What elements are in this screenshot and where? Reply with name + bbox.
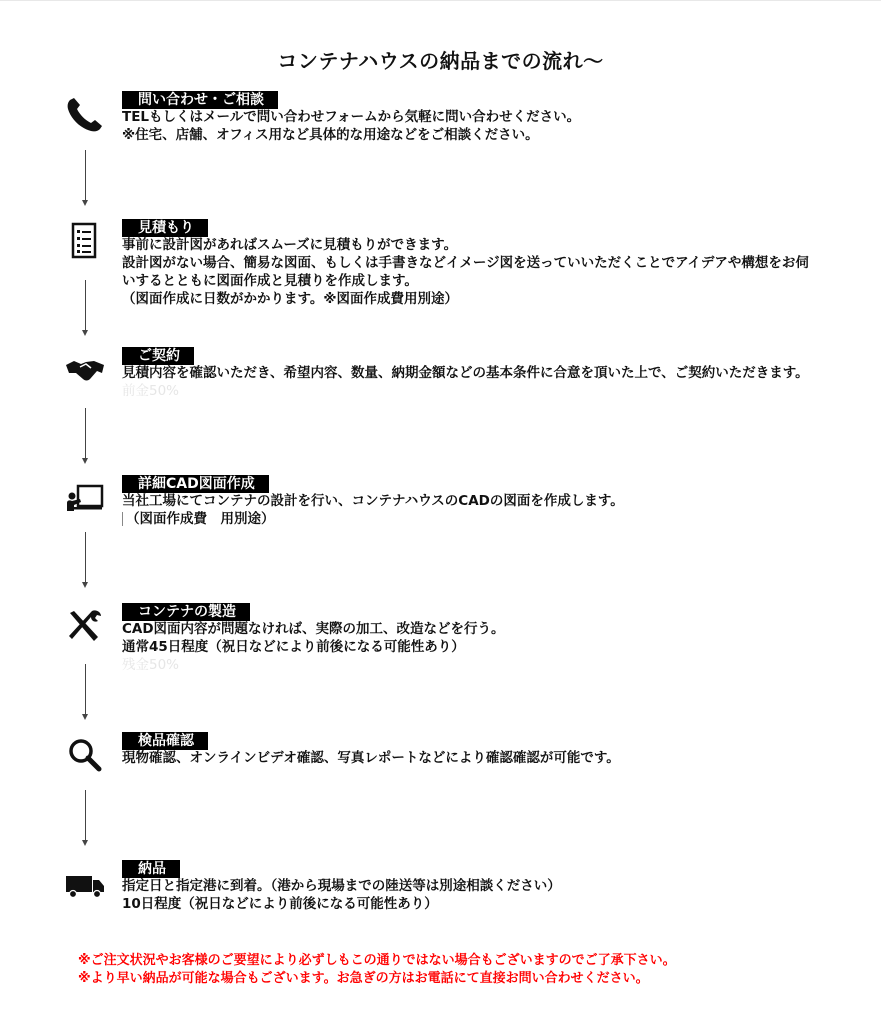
notice-line: ※より早い納品が可能な場合もございます。お急ぎの方はお電話にて直接お問い合わせください。 bbox=[78, 971, 649, 986]
step-label: 検品確認 bbox=[122, 732, 208, 750]
truck-icon bbox=[64, 866, 106, 906]
phone-icon bbox=[64, 95, 106, 135]
handshake-icon bbox=[64, 351, 106, 391]
presentation-icon bbox=[64, 479, 106, 519]
step-description: TELもしくはメールで問い合わせフォームから気軽に問い合わせください。 ※住宅、店舗、オフィス用など具体的な用途などをご相談ください。 bbox=[122, 109, 581, 143]
step-description: 現物確認、オンラインビデオ確認、写真レポートなどにより確認確認が可能です。 bbox=[122, 750, 620, 766]
step-label: 詳細CAD図面作成 bbox=[122, 475, 269, 493]
step-label: 納品 bbox=[122, 860, 180, 878]
step-label: 見積もり bbox=[122, 219, 208, 237]
top-divider bbox=[0, 0, 881, 1]
step-description: 事前に設計図があればスムーズに見積もりができます。 設計図がない場合、簡易な図面、もしくは手書きなどイメージ図を送っていいただくことでアイデアや構想をお伺いするとともに図面作成と見積りを作成します。 （図面作成に日数がかかります。※図面作成費用別途） bbox=[122, 237, 809, 307]
page-title: コンテナハウスの納品までの流れ〜 bbox=[277, 49, 604, 73]
text-cursor bbox=[122, 512, 123, 526]
step-description: 当社工場にてコンテナの設計を行い、コンテナハウスのCADの図面を作成します。 （図面作成費 用別途） bbox=[122, 493, 624, 527]
step-label: ご契約 bbox=[122, 347, 194, 365]
tools-icon bbox=[64, 607, 106, 647]
step-description: 見積内容を確認いただき、希望内容、数量、納期金額などの基本条件に合意を頂いた上で、ご契約いただきます。 前金50% bbox=[122, 365, 809, 399]
step-description: CAD図面内容が問題なければ、実際の加工、改造などを行う。 通常45日程度（祝日などにより前後になる可能性あり） 残金50% bbox=[122, 621, 505, 673]
document-list-icon bbox=[64, 221, 106, 261]
step-label: コンテナの製造 bbox=[122, 603, 250, 621]
notice-block bbox=[78, 952, 676, 988]
step-description: 指定日と指定港に到着。（港から現場までの陸送等は別途相談ください） 10日程度（祝日などにより前後になる可能性あり） bbox=[122, 878, 561, 912]
search-icon bbox=[64, 736, 106, 776]
notice-line: ※ご注文状況やお客様のご要望により必ずしもこの通りではない場合もございますのでご了承下さい。 bbox=[78, 953, 676, 968]
step-label: 問い合わせ・ご相談 bbox=[122, 91, 278, 109]
